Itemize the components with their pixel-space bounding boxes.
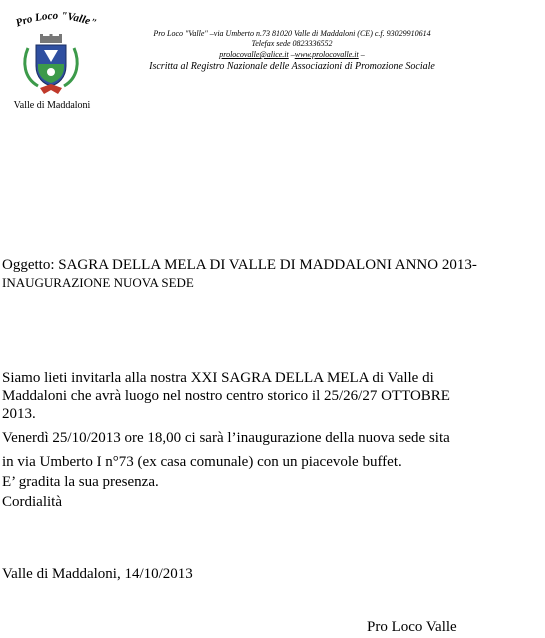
letterhead-phone: Telefax sede 0823336552 bbox=[251, 39, 333, 48]
body-line-4: Venerdì 25/10/2013 ore 18,00 ci sarà l’inaugurazione della nuova sede sita bbox=[2, 430, 450, 446]
letterhead-registration: Iscritta al Registro Nazionale delle Associazioni di Promozione Sociale bbox=[149, 61, 435, 72]
body-line-2: Maddaloni che avrà luogo nel nostro centro storico il 25/26/27 OTTOBRE bbox=[2, 388, 450, 404]
body-line-1: Siamo lieti invitarla alla nostra XXI SAGRA DELLA MELA di Valle di bbox=[2, 370, 434, 386]
contact-separator: – bbox=[288, 50, 295, 59]
logo-title-text: Pro Loco "Valle" bbox=[14, 9, 98, 30]
subject-line-2: INAUGURAZIONE NUOVA SEDE bbox=[2, 275, 194, 290]
contact-trail: – bbox=[358, 50, 365, 59]
dateline: Valle di Maddaloni, 14/10/2013 bbox=[2, 566, 193, 582]
letterhead-address: Pro Loco "Valle" –via Umberto n.73 81020 Valle di Maddaloni (CE) c.f. 93029910614 bbox=[153, 29, 431, 38]
logo-title bbox=[6, 6, 106, 34]
subject-label: Oggetto bbox=[2, 257, 51, 273]
letterhead-contacts bbox=[102, 50, 482, 60]
body-line-7: Cordialità bbox=[2, 494, 62, 510]
subject-text: : SAGRA DELLA MELA DI VALLE DI MADDALONI ANNO 2013- bbox=[50, 257, 477, 273]
logo-caption: Valle di Maddaloni bbox=[13, 100, 91, 111]
svg-text:Pro Loco "Valle" bbox=[14, 10, 98, 30]
body-line-5: in via Umberto I n°73 (ex casa comunale) con un piacevole buffet. bbox=[2, 454, 402, 470]
coat-of-arms-icon bbox=[20, 34, 82, 96]
body-line-6: E’ gradita la sua presenza. bbox=[2, 474, 159, 490]
signature: Pro Loco Valle bbox=[367, 619, 457, 635]
body-line-3: 2013. bbox=[2, 406, 36, 422]
email-link[interactable]: prolocovalle@alice.it bbox=[219, 50, 289, 59]
subject-line bbox=[2, 257, 477, 274]
website-link[interactable]: www.prolocovalle.it bbox=[294, 50, 359, 59]
